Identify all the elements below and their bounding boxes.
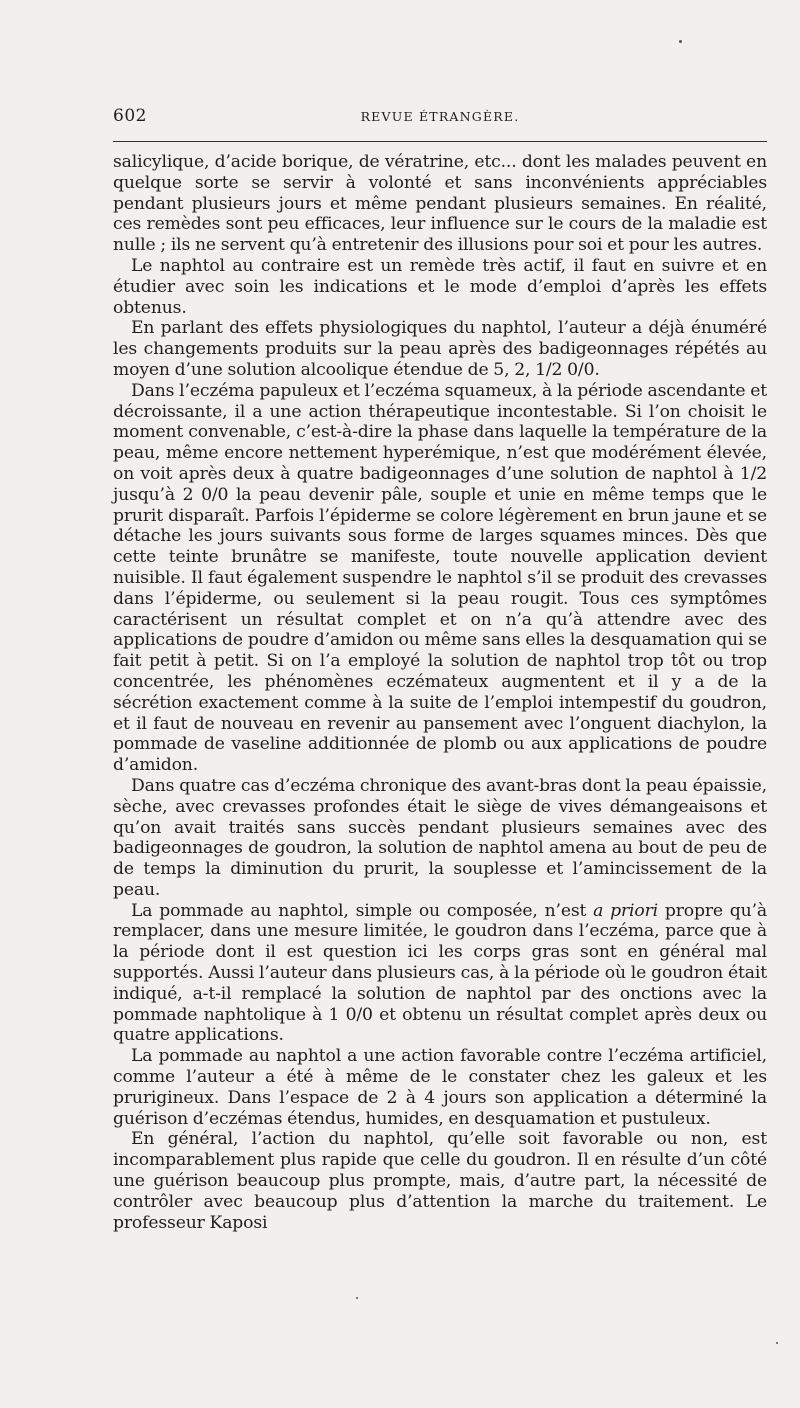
paragraph-6-part-1: La pommade au naphtol, simple ou composée, n’est (131, 900, 594, 921)
paragraph-5: Dans quatre cas d’eczéma chronique des avant-bras dont la peau épaissie, sèche, avec crevasses profondes était le siège de vives démangeaisons et qu’on avait traités sans succès pendant plusieurs semaines avec des badigeonnages de goudron, la solution de naphtol amena au bout de peu de de temps la diminution du prurit, la souplesse et l’amincissement de la peau. (113, 775, 767, 900)
page-header (113, 106, 767, 132)
paragraph-7: La pommade au naphtol a une action favorable contre l’eczéma artificiel, comme l’auteur a été à même de le constater chez les galeux et les prurigineux. Dans l’espace de 2 à 4 jours son application a déterminé la guérison d’eczémas étendus, humides, en desquamation et pustuleux. (113, 1046, 767, 1129)
header-rule (113, 141, 767, 142)
paragraph-3: En parlant des effets physiologiques du naphtol, l’auteur a déjà énuméré les changements produits sur la peau après des badigeonnages répétés au moyen d’une solution alcoolique étendue de 5, 2, 1/2 0/0. (113, 318, 767, 380)
paper-speck (356, 1297, 358, 1299)
italic-a-priori: a priori (593, 900, 658, 921)
paper-speck (679, 40, 682, 43)
paragraph-2: Le naphtol au contraire est un remède très actif, il faut en suivre et en étudier avec soin les indications et le mode d’emploi d’après les effets obtenus. (113, 255, 767, 318)
paragraph-6-part-2: propre qu’à remplacer, dans une mesure limitée, le goudron dans l’eczéma, parce que à la période dont il est question ici les corps gras sont en général mal supportés. Aussi l’auteur dans plusieurs cas, à la période où le goudron était indiqué, a-t-il remplacé la solution de naphtol par des onctions avec la pommade naphtolique à 1 0/0 et obtenu un résultat complet après deux ou quatre applications. (113, 900, 767, 1046)
paragraph-8: En général, l’action du naphtol, qu’elle soit favorable ou non, est incomparablement plus rapide que celle du goudron. Il en résulte d’un côté une guérison beaucoup plus prompte, mais, d’autre part, la nécessité de contrôler avec beaucoup plus d’attention la marche du traitement. Le professeur Kaposi (113, 1129, 767, 1233)
running-title: REVUE ÉTRANGÈRE. (360, 109, 520, 124)
paragraph-4: Dans l’eczéma papuleux et l’eczéma squameux, à la période ascendante et décroissante, il a une action thérapeutique incontestable. Si l’on choisit le moment convenable, c’est-à-dire la phase dans laquelle la température de la peau, même encore nettement hyperémique, n’est que modérément élevée, on voit après deux à quatre badigeonnages d’une solution de naphtol à 1/2 jusqu’à 2 0/0 la peau devenir pâle, souple et unie en même temps que le prurit disparaît. Parfois l’épiderme se colore légèrement en brun jaune et se détache les jours suivants sous forme de larges squames minces. Dès que cette teinte brunâtre se manifeste, toute nouvelle application devient nuisible. Il faut également suspendre le naphtol s’il se produit des crevasses dans l’épiderme, ou seulement si la peau rougit. Tous ces symptômes caractérisent un résultat complet et on n’a qu’à attendre avec des applications de poudre d’amidon ou même sans elles la desquamation qui se fait petit à petit. Si on l’a employé la solution de naphtol trop tôt ou trop concentrée, les phénomènes eczémateux augmentent et il y a de la sécrétion exactement comme à la suite de l’emploi intempestif du goudron, et il faut de nouveau en revenir au pansement avec l’onguent diachylon, la pommade de vaseline additionnée de plomb ou aux applications de poudre d’amidon. (113, 380, 767, 776)
paragraph-1: salicylique, d’acide borique, de vératrine, etc... dont les malades peuvent en quelque sorte se servir à volonté et sans inconvénients appréciables pendant plusieurs jours et même pendant plusieurs semaines. En réalité, ces remèdes sont peu efficaces, leur influence sur le cours de la maladie est nulle ; ils ne servent qu’à entretenir des illusions pour soi et pour les autres. (113, 152, 767, 256)
paragraph-6 (113, 901, 767, 1047)
page-number: 602 (113, 106, 147, 126)
paper-speck (776, 1342, 778, 1344)
body-text (113, 152, 767, 1233)
